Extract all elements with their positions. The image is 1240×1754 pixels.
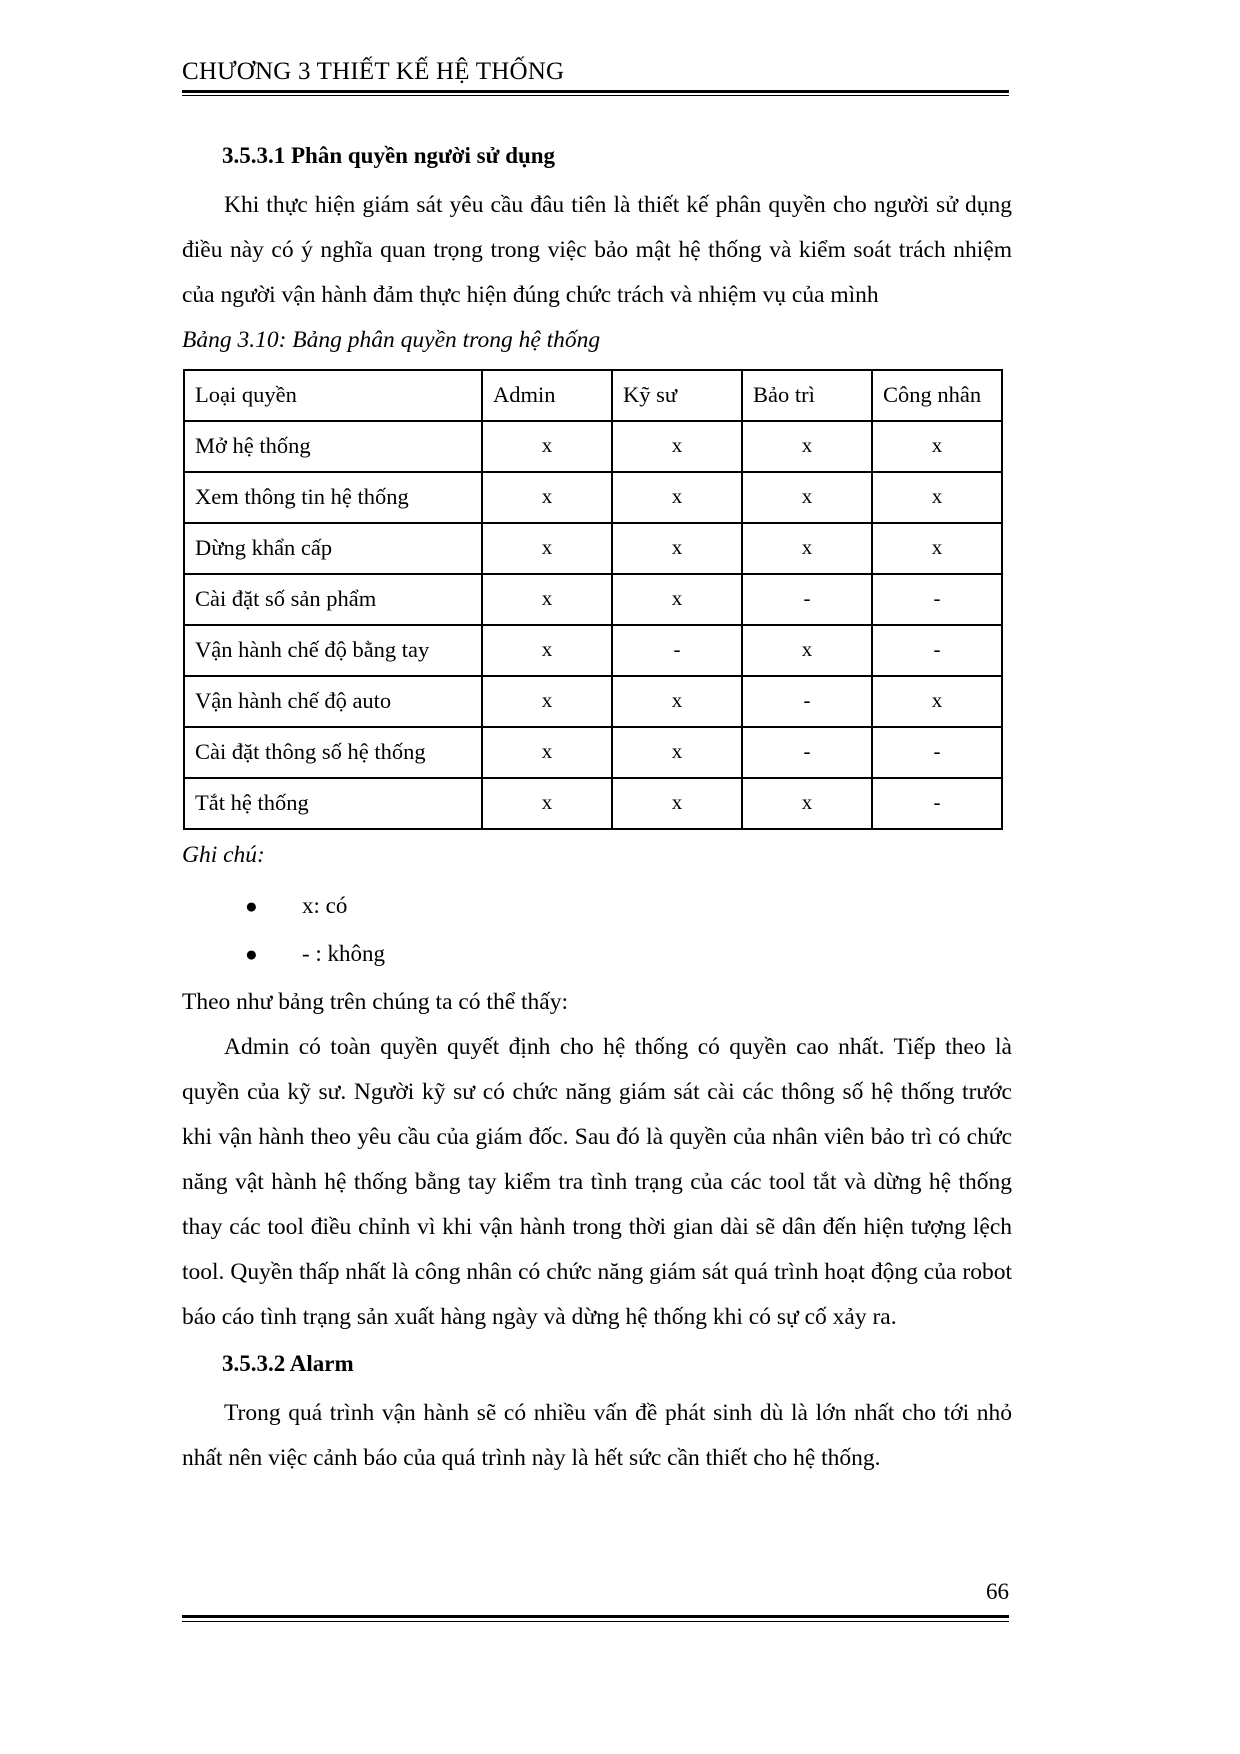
running-header bbox=[182, 58, 1009, 96]
permission-value-admin: x bbox=[482, 421, 612, 472]
permission-table bbox=[183, 369, 1003, 830]
permission-value-engineer: x bbox=[612, 778, 742, 829]
permission-value-admin: x bbox=[482, 676, 612, 727]
permission-value-worker: x bbox=[872, 421, 1002, 472]
table-row bbox=[184, 778, 1002, 829]
permission-value-engineer: x bbox=[612, 421, 742, 472]
column-header-admin: Admin bbox=[482, 370, 612, 421]
column-header-maintenance: Bảo trì bbox=[742, 370, 872, 421]
table-row bbox=[184, 472, 1002, 523]
running-header-title: CHƯƠNG 3 THIẾT KẾ HỆ THỐNG bbox=[182, 58, 565, 85]
table-caption: Bảng 3.10: Bảng phân quyền trong hệ thống bbox=[182, 327, 601, 354]
lead-in-paragraph: Theo như bảng trên chúng ta có thể thấy: bbox=[182, 989, 569, 1016]
permission-value-maintenance: x bbox=[742, 421, 872, 472]
permission-value-engineer: x bbox=[612, 727, 742, 778]
footer-rule-thin bbox=[182, 1621, 1009, 1622]
list-item bbox=[182, 930, 1012, 978]
bullet-icon: ● bbox=[245, 894, 258, 919]
permission-name: Vận hành chế độ auto bbox=[184, 676, 482, 727]
permission-value-worker: - bbox=[872, 778, 1002, 829]
permission-value-maintenance: - bbox=[742, 727, 872, 778]
header-rule-thin bbox=[182, 95, 1009, 96]
notes-label: Ghi chú: bbox=[182, 842, 265, 869]
list-item bbox=[182, 882, 1012, 930]
permission-name: Tắt hệ thống bbox=[184, 778, 482, 829]
table-row bbox=[184, 625, 1002, 676]
page-footer bbox=[182, 1579, 1009, 1622]
permission-name: Mở hệ thống bbox=[184, 421, 482, 472]
permission-name: Xem thông tin hệ thống bbox=[184, 472, 482, 523]
permission-value-worker: - bbox=[872, 625, 1002, 676]
table-row bbox=[184, 727, 1002, 778]
list-item-label: - : không bbox=[302, 941, 386, 967]
table-row bbox=[184, 574, 1002, 625]
table-row bbox=[184, 523, 1002, 574]
permission-value-maintenance: - bbox=[742, 574, 872, 625]
permission-name: Dừng khẩn cấp bbox=[184, 523, 482, 574]
permission-value-admin: x bbox=[482, 778, 612, 829]
permission-value-engineer: x bbox=[612, 523, 742, 574]
header-rule-thick bbox=[182, 90, 1009, 93]
footer-rule-thick bbox=[182, 1615, 1009, 1618]
permission-value-admin: x bbox=[482, 574, 612, 625]
permission-value-admin: x bbox=[482, 625, 612, 676]
table-row bbox=[184, 676, 1002, 727]
permission-value-maintenance: x bbox=[742, 523, 872, 574]
table-header-row bbox=[184, 370, 1002, 421]
permission-name: Cài đặt thông số hệ thống bbox=[184, 727, 482, 778]
page-content bbox=[182, 140, 1012, 1481]
permission-value-admin: x bbox=[482, 472, 612, 523]
permission-value-engineer: x bbox=[612, 472, 742, 523]
list-item-label: x: có bbox=[302, 893, 348, 919]
permission-value-admin: x bbox=[482, 727, 612, 778]
permission-value-engineer: - bbox=[612, 625, 742, 676]
permission-value-worker: - bbox=[872, 574, 1002, 625]
column-header-permission: Loại quyền bbox=[184, 370, 482, 421]
bullet-icon: ● bbox=[245, 942, 258, 967]
permission-value-worker: - bbox=[872, 727, 1002, 778]
permission-value-maintenance: x bbox=[742, 625, 872, 676]
main-paragraph: Admin có toàn quyền quyết định cho hệ thống có quyền cao nhất. Tiếp theo là quyền của kỹ sư. Người kỹ sư có chức năng giám sát cài các thông số hệ thống trước khi vận hành theo yêu cầu của giám đốc. Sau đó là quyền của nhân viên bảo trì có chức năng vật hành hệ thống bằng tay kiểm tra tình trạng của các tool tắt và dừng hệ thống thay các tool điều chỉnh vì khi vận hành trong thời gian dài sẽ dân đến hiện tượng lệch tool. Quyền thấp nhất là công nhân có chức năng giám sát quá trình hoạt động của robot báo cáo tình trạng sản xuất hàng ngày và dừng hệ thống khi có sự cố xảy ra. bbox=[182, 1034, 1012, 1331]
permission-value-maintenance: - bbox=[742, 676, 872, 727]
column-header-worker: Công nhân bbox=[872, 370, 1002, 421]
page-number: 66 bbox=[986, 1579, 1009, 1604]
permission-value-engineer: x bbox=[612, 574, 742, 625]
permission-value-engineer: x bbox=[612, 676, 742, 727]
table-row bbox=[184, 421, 1002, 472]
permission-value-maintenance: x bbox=[742, 472, 872, 523]
permission-name: Cài đặt số sản phẩm bbox=[184, 574, 482, 625]
section-heading-3531: 3.5.3.1 Phân quyền người sử dụng bbox=[222, 143, 556, 168]
permission-value-worker: x bbox=[872, 523, 1002, 574]
permission-value-maintenance: x bbox=[742, 778, 872, 829]
alarm-paragraph: Trong quá trình vận hành sẽ có nhiều vấn đề phát sinh dù là lớn nhất cho tới nhỏ nhất nên việc cảnh báo của quá trình này là hết sức cần thiết cho hệ thống. bbox=[182, 1400, 1012, 1472]
permission-value-worker: x bbox=[872, 676, 1002, 727]
section-heading-3532: 3.5.3.2 Alarm bbox=[222, 1351, 354, 1377]
intro-paragraph: Khi thực hiện giám sát yêu cầu đâu tiên là thiết kế phân quyền cho người sử dụng điều này có ý nghĩa quan trọng trong việc bảo mật hệ thống và kiểm soát trách nhiệm của người vận hành đảm thực hiện đúng chức trách và nhiệm vụ của mình bbox=[182, 192, 1012, 309]
column-header-engineer: Kỹ sư bbox=[612, 370, 742, 421]
permission-value-admin: x bbox=[482, 523, 612, 574]
notes-list bbox=[182, 882, 1012, 978]
permission-value-worker: x bbox=[872, 472, 1002, 523]
permission-name: Vận hành chế độ bằng tay bbox=[184, 625, 482, 676]
